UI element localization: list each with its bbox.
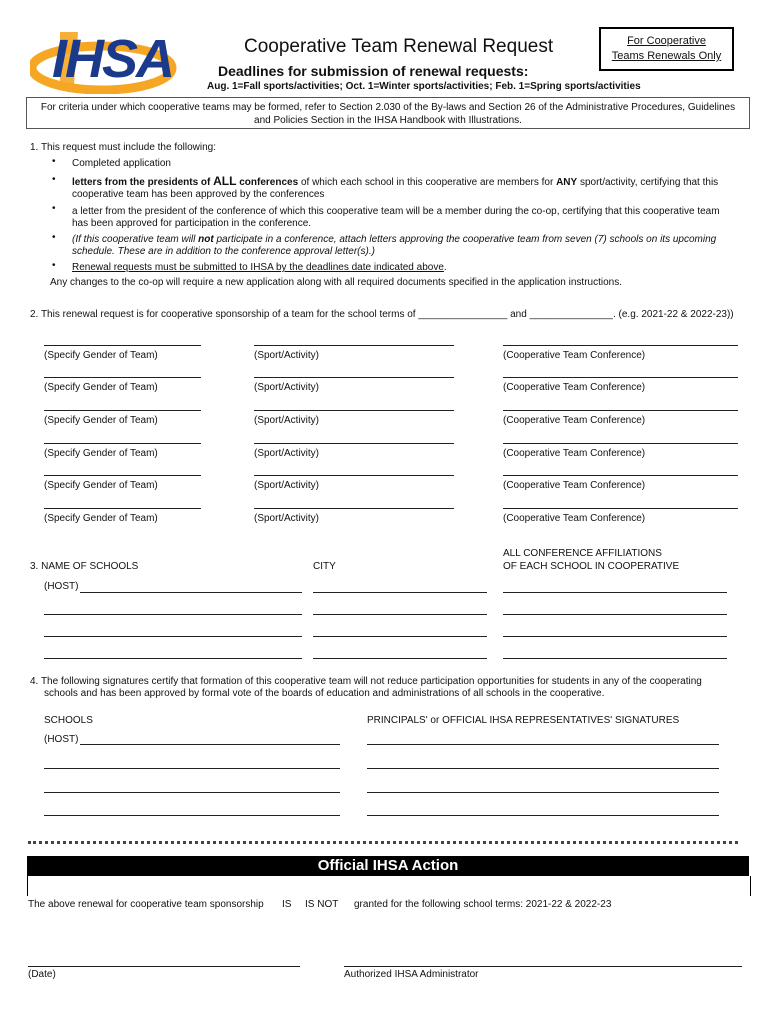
- gender-line[interactable]: [44, 345, 201, 346]
- section4-signatures-label: PRINCIPALS' or OFFICIAL IHSA REPRESENTATIVES' SIGNATURES: [367, 715, 680, 726]
- item-completed-application: Completed application: [72, 158, 171, 169]
- gender-line[interactable]: [44, 410, 201, 411]
- criteria-line1: For criteria under which cooperative teams may be formed, refer to Section 2.030 of the By-laws and Section 26 of the Administrative Procedures, Guidelines: [40, 102, 736, 113]
- school-name-line[interactable]: [44, 614, 302, 615]
- sport-label: (Sport/Activity): [254, 382, 320, 393]
- school-affil-line[interactable]: [503, 636, 727, 637]
- section4-line2: schools and has been approved by formal vote of the boards of education and administrations of all schools in the cooperative.: [44, 688, 605, 699]
- section4-schools-label: SCHOOLS: [44, 715, 93, 726]
- gender-label: (Specify Gender of Team): [44, 513, 158, 524]
- gender-line[interactable]: [44, 443, 201, 444]
- official-banner: [27, 856, 749, 876]
- date-line[interactable]: [28, 966, 300, 967]
- item2-all: ALL: [213, 174, 237, 188]
- host-signature-school-line[interactable]: [80, 744, 340, 745]
- sport-line[interactable]: [254, 345, 454, 346]
- host-city-line[interactable]: [313, 592, 487, 593]
- school-affil-line[interactable]: [503, 614, 727, 615]
- sport-label: (Sport/Activity): [254, 448, 320, 459]
- section4-host-label: (HOST): [44, 734, 79, 745]
- item2-bold2: conferences: [236, 177, 299, 188]
- host-signature-line[interactable]: [367, 744, 719, 745]
- school-name-line[interactable]: [44, 636, 302, 637]
- gender-label: (Specify Gender of Team): [44, 480, 158, 491]
- gender-label: (Specify Gender of Team): [44, 415, 158, 426]
- item2-rest2: sport/activity, certifying that this: [577, 177, 719, 188]
- sport-line[interactable]: [254, 508, 454, 509]
- item4-not: not: [198, 234, 214, 245]
- official-sentence-pre: The above renewal for cooperative team sponsorship: [28, 899, 264, 910]
- conference-line[interactable]: [503, 508, 738, 509]
- gender-line[interactable]: [44, 475, 201, 476]
- conference-line[interactable]: [503, 345, 738, 346]
- section1-intro: 1. This request must include the following:: [30, 142, 217, 153]
- gender-label: (Specify Gender of Team): [44, 350, 158, 361]
- signature-line[interactable]: [367, 768, 719, 769]
- conference-line[interactable]: [503, 377, 738, 378]
- deadline-heading: Deadlines for submission of renewal requests:: [218, 63, 529, 79]
- item2-line2: cooperative team has been approved by the conferences: [72, 189, 325, 200]
- gender-label: (Specify Gender of Team): [44, 448, 158, 459]
- renewal-box-line2: Teams Renewals Only: [611, 50, 722, 62]
- logo-text: IHSA: [52, 29, 174, 89]
- criteria-line2: and Policies Section in the IHSA Handbook with Illustrations.: [254, 115, 522, 126]
- admin-signature-line[interactable]: [344, 966, 742, 967]
- official-is-not[interactable]: IS NOT: [305, 899, 339, 910]
- school-affil-line[interactable]: [503, 658, 727, 659]
- ihsa-logo: [30, 22, 190, 94]
- criteria-note: [26, 97, 750, 129]
- sport-line[interactable]: [254, 443, 454, 444]
- item3-line2: has been approved for participation in the conference.: [72, 218, 312, 229]
- bullet: •: [52, 174, 56, 185]
- signature-school-line[interactable]: [44, 792, 340, 793]
- deadline-dates: Aug. 1=Fall sports/activities; Oct. 1=Winter sports/activities; Feb. 1=Spring sports/activities: [207, 81, 641, 92]
- section2-text: 2. This renewal request is for cooperative sponsorship of a team for the school terms of ________________ and _______________. (e.g. 2021-22 & 2022-23)): [30, 309, 734, 320]
- item4-pre: (If this cooperative team will: [72, 234, 199, 245]
- signature-school-line[interactable]: [44, 768, 340, 769]
- conference-label: (Cooperative Team Conference): [503, 382, 646, 393]
- item2-bold1: letters from the presidents of: [72, 177, 214, 188]
- bullet: •: [52, 156, 56, 167]
- school-city-line[interactable]: [313, 614, 487, 615]
- gender-label: (Specify Gender of Team): [44, 382, 158, 393]
- gender-line[interactable]: [44, 377, 201, 378]
- host-affil-line[interactable]: [503, 592, 727, 593]
- sport-line[interactable]: [254, 377, 454, 378]
- section3-host-label: (HOST): [44, 581, 79, 592]
- sport-line[interactable]: [254, 475, 454, 476]
- renewal-box-line1: For Cooperative: [627, 35, 706, 47]
- sport-label: (Sport/Activity): [254, 480, 320, 491]
- item-renewal-deadline: [72, 261, 447, 274]
- official-box: [27, 876, 751, 896]
- official-sentence-post: granted for the following school terms: 2021-22 & 2022-23: [354, 899, 612, 910]
- conference-label: (Cooperative Team Conference): [503, 415, 646, 426]
- signature-line[interactable]: [367, 815, 719, 816]
- conference-label: (Cooperative Team Conference): [503, 513, 646, 524]
- item3-line1: a letter from the president of the conference of which this cooperative team will be a member during the co-op, certifying that this cooperative team: [72, 206, 720, 217]
- host-school-line[interactable]: [80, 592, 302, 593]
- bullet: •: [52, 260, 56, 271]
- section3-affil-line2: OF EACH SCHOOL IN COOPERATIVE: [503, 561, 680, 572]
- page-title: Cooperative Team Renewal Request: [244, 36, 554, 57]
- bullet: •: [52, 203, 56, 214]
- signature-school-line[interactable]: [44, 815, 340, 816]
- admin-label: Authorized IHSA Administrator: [344, 969, 479, 980]
- section3-affil-line1: ALL CONFERENCE AFFILIATIONS: [503, 548, 662, 559]
- section3-schools-label: 3. NAME OF SCHOOLS: [30, 561, 139, 572]
- sport-label: (Sport/Activity): [254, 415, 320, 426]
- item2-any: ANY: [556, 177, 578, 188]
- school-city-line[interactable]: [313, 658, 487, 659]
- item-conference-letters: [72, 175, 718, 189]
- school-city-line[interactable]: [313, 636, 487, 637]
- bullet: •: [52, 232, 56, 243]
- conference-label: (Cooperative Team Conference): [503, 448, 646, 459]
- gender-line[interactable]: [44, 508, 201, 509]
- sport-label: (Sport/Activity): [254, 350, 320, 361]
- conference-line[interactable]: [503, 410, 738, 411]
- conference-line[interactable]: [503, 443, 738, 444]
- conference-label: (Cooperative Team Conference): [503, 350, 646, 361]
- changes-note: Any changes to the co-op will require a new application along with all required documents specified in the application instructions.: [50, 277, 622, 288]
- school-name-line[interactable]: [44, 658, 302, 659]
- item4-line2: schedule. These are in addition to the conference approval letter(s).): [72, 246, 375, 257]
- date-label: (Date): [28, 969, 56, 980]
- section4-line1: 4. The following signatures certify that formation of this cooperative team will not reduce participation opportunities for students in any of the cooperating: [30, 676, 702, 687]
- official-banner-text: Official IHSA Action: [317, 857, 459, 874]
- signature-line[interactable]: [367, 792, 719, 793]
- renewal-only-box: [599, 27, 734, 71]
- conference-label: (Cooperative Team Conference): [503, 480, 646, 491]
- item2-rest1: of which each school in this cooperative are members for: [298, 177, 557, 188]
- sport-line[interactable]: [254, 410, 454, 411]
- official-is[interactable]: IS: [282, 899, 292, 910]
- conference-line[interactable]: [503, 475, 738, 476]
- item4-rest: participate in a conference, attach letters approving the cooperative team from seven (7) schools on its upcoming: [213, 234, 717, 245]
- dotted-divider: [28, 841, 738, 844]
- sport-label: (Sport/Activity): [254, 513, 320, 524]
- item5-text: Renewal requests must be submitted to IHSA by the deadlines date indicated above: [72, 262, 444, 273]
- section3-city-label: CITY: [313, 561, 336, 572]
- item5-period: .: [443, 262, 447, 273]
